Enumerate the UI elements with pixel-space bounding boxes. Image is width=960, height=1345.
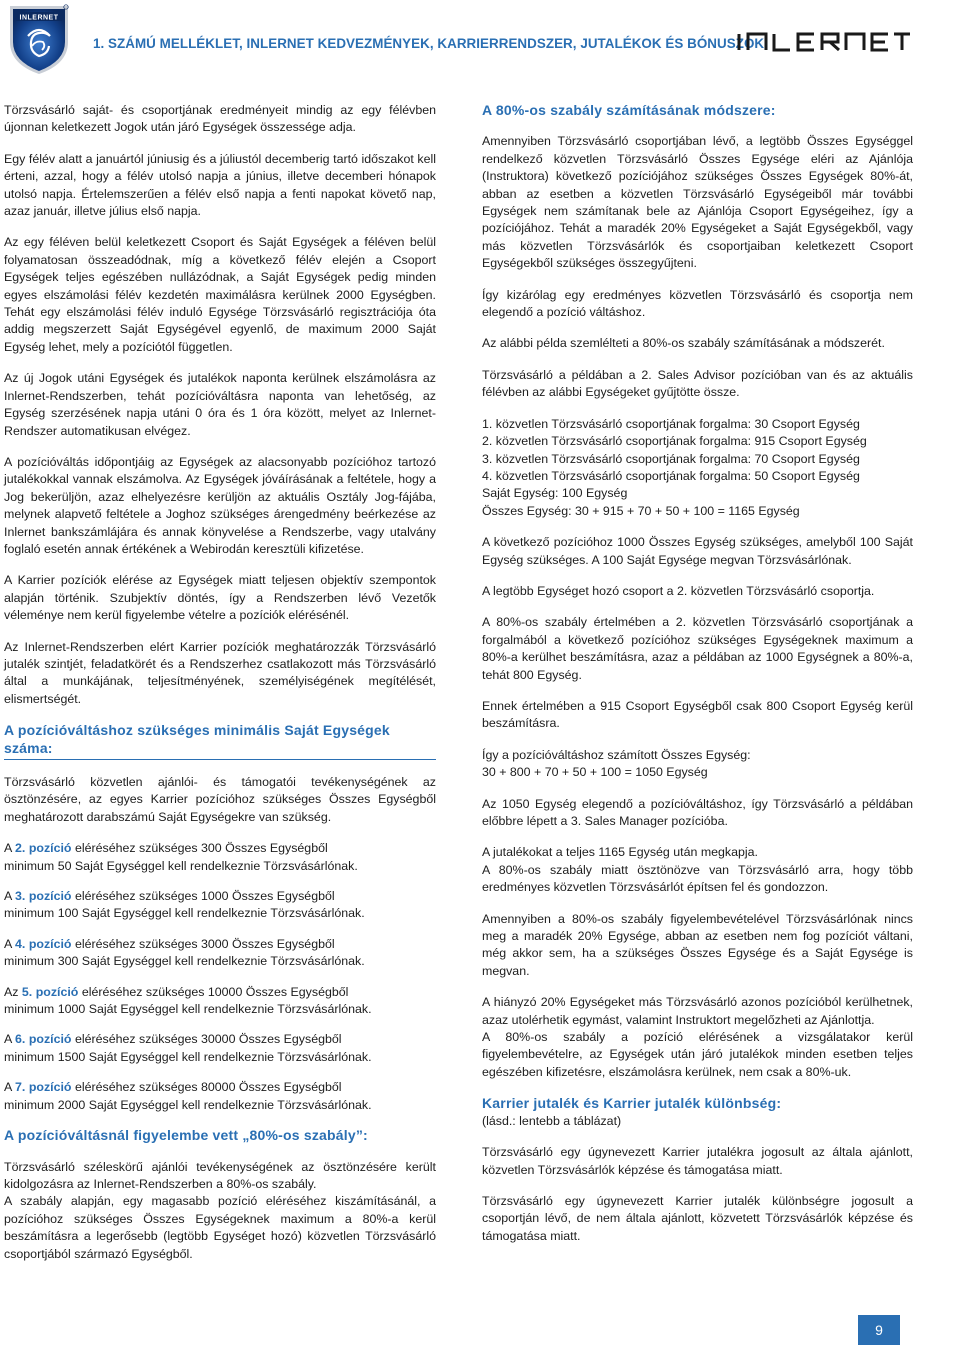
paragraph: Így a pozícióváltáshoz számított Összes Egység: 30 + 800 + 70 + 50 + 100 = 1050 Egység [482, 747, 751, 780]
paragraph: Törzsvásárló egy úgynevezett Karrier jutalékra jogosult az általa ajánlott, közvetlen Törzsvásárlók képzése és támogatása miatt. [482, 1145, 913, 1177]
paragraph: Amennyiben Törzsvásárló csoportjában lévő, a legtöbb Összes Egységgel rendelkező közvetlen Törzsvásárló Összes Egysége eléri az Ajánlója (Instruktora) következő pozíciójához szükséges Összes Egységek 80%-át, abban az esetben a közvetlen Törzsvásárló Egységeiből már további Egységek nem számítanak bele az Ajánlója Csoport Egységeihez, így a pozíciójához. Tehát a maradék 20% Egységeket a Saját Egységekből, vagy más közvetlen Törzsvásárlók és csoportjaiban keletkezett Csoport Egységekből szükséges összegyűjteni. [482, 134, 913, 271]
paragraph: Az új Jogok utáni Egységek és jutalékok naponta kerülnek elszámolásra az Inlernet-Rendszerben, tehát pozícióváltásra naponta van lehetőség, az Egység szerzésének napja utáni 0 óra és 1 óra között, melyet az Inlernet-Rendszer automatikusan elvégez. [4, 371, 436, 438]
page-number: 9 [858, 1315, 900, 1345]
position-number: 5. [21, 984, 33, 999]
position-requirement: Az 5. pozíció eléréséhez szükséges 10000 Összes Egységből minimum 1000 Saját Egységgel kell rendelkeznie Törzsvásárlónak. [4, 984, 372, 1017]
left-column [4, 102, 436, 1277]
paragraph: Az egy féléven belül keletkezett Csoport és Saját Egységek a féléven belül folyamatosan összeadódnak, míg a következő félév elején a Csoport Egységek teljes egészében nullázódnak, a Saját Egységek pedig minden egyes elszámolási félév kezdetén maximálásra kerülnek 2000 Egységben. Tehát egy elszámolási félév induló Egysége Törzsvásárló regisztrációja óta addig megszerzett Saját Egységével egyenlő, de maximum 2000 Saját Egység lehet, mely a pozíciótól független. [4, 235, 436, 354]
paragraph: A 80%-os szabály miatt ösztönözve van Törzsvásárló arra, hogy több eredményes közvetlen Törzsvásárlót építsen fel és gondozzon. [482, 862, 913, 895]
paragraph: A jutalékokat a teljes 1165 Egység után megkapja. [482, 845, 758, 860]
paragraph: Törzsvásárló széleskörű ajánlói tevékenységének az ösztönzésére került kidolgozásra az Inlernet-Rendszerben a 80%-os szabály. [4, 1159, 436, 1191]
page-header [0, 0, 960, 82]
section-heading-min-units: A pozícióváltáshoz szükséges minimális Saját Egységek száma: [4, 722, 436, 760]
paragraph: Egy félév alatt a januártól júniusig és a júliustól decemberig tartó időszakot kell érteni, azzal, hogy a félév utolsó napja a június, illetve decemberi hónapok utolsó napja. Értelemszerűen a félév első napja a fenti napokat követő nap, azaz január, illetve július első napja. [4, 151, 436, 219]
position-number: 3. [15, 889, 26, 904]
paragraph: Törzsvásárló saját- és csoportjának eredményeit mindig az egy félévben újonnan keletkezett Jogok után járó Egységek összessége adja. [4, 103, 436, 135]
list-item: 3. közvetlen Törzsvásárló csoportjának forgalma: 70 Csoport Egység [482, 451, 860, 466]
list-item: Saját Egység: 100 Egység [482, 486, 628, 501]
position-requirement: A 3. pozíció eléréséhez szükséges 1000 Összes Egységből minimum 100 Saját Egységgel kell rendelkeznie Törzsvásárlónak. [4, 889, 365, 921]
list-item: 2. közvetlen Törzsvásárló csoportjának forgalma: 915 Csoport Egység [482, 434, 867, 449]
paragraph: A 80%-os szabály a pozíció elérésének a vizsgálatakor kerül figyelembevételre, az Egységek után járó jutalékok minden esetben teljes egészében kifizetésre, elszámolásra kerülnek, nem csak a 80%-uk. [482, 1030, 913, 1079]
position-number: 2. [15, 841, 26, 856]
paragraph: A Karrier pozíciók elérése az Egységek miatt teljesen objektív szempontok alapján történik. Szubjektív döntés, így a Rendszerben lévő Vezetők véleménye nem kerül figyelembe vételre a pozíciók elérésénél. [4, 573, 436, 623]
list-item: 4. közvetlen Törzsvásárló csoportjának forgalma: 50 Csoport Egység [482, 468, 860, 483]
paragraph: A pozícióváltás időpontjáig az Egységek az alacsonyabb pozícióhoz tartozó jutalékokkal vannak elszámolva. Az Egységek jóváírásának a feltétele, hogy a Jog bekerüljön, azaz elhelyezésre kerüljön az aktuális Osztály Jog-fájába, melynek alapvető feltétele a Joghoz szükséges árengedmény beérkezése az Inlernet bankszámlájára és annak könyvelése a Rendszerbe, vagy utalvány foglaló esetén annak értékének a Webirodán keresztüli kifizetése. [4, 454, 436, 556]
paragraph: Törzsvásárló közvetlen ajánlói- és támogatói tevékenységének az ösztönzésére, az egyes Karrier pozícióhoz szükséges Összes Egységből meghatározott darabszámú Saját Egységekre van szükség. [4, 775, 436, 824]
paragraph: Ennek értelmében a 915 Csoport Egységből csak 800 Csoport Egység kerül beszámításra. [482, 698, 913, 731]
paragraph: Az alábbi példa szemlélteti a 80%-os szabály számításának a módszerét. [482, 336, 885, 351]
list-item: 1. közvetlen Törzsvásárló csoportjának forgalma: 30 Csoport Egység [482, 416, 860, 431]
list-item: Összes Egység: 30 + 915 + 70 + 50 + 100 = 1165 Egység [482, 503, 800, 518]
paragraph: Az 1050 Egység elegendő a pozícióváltáshoz, így Törzsvásárló a példában előbbre lépett a 3. Sales Manager pozícióba. [482, 796, 913, 828]
paragraph: Amennyiben a 80%-os szabály figyelembevételével Törzsvásárlónak nincs meg a maradék 20% Egysége, abban az esetben nem fog pozíciót váltani, még akkor sem, ha a szükséges Összes Egysége és a Saját Egysége is megvan. [482, 911, 913, 978]
paragraph: A legtöbb Egységet hozó csoport a 2. közvetlen Törzsvásárló csoportja. [482, 583, 875, 598]
paragraph: A következő pozícióhoz 1000 Összes Egység szükséges, amelyből 100 Saját Egység szükséges. A 100 Saját Egysége megvan Törzsvásárlónak. [482, 535, 913, 567]
position-requirement: A 7. pozíció eléréséhez szükséges 80000 Összes Egységből minimum 2000 Saját Egységgel kell rendelkeznie Törzsvásárlónak. [4, 1080, 372, 1112]
position-number: 7. [15, 1080, 26, 1095]
position-number: 6. [15, 1032, 26, 1047]
paragraph: Így kizárólag egy eredményes közvetlen Törzsvásárló és csoportja nem elegendő a pozíció váltáshoz. [482, 287, 913, 320]
right-column [482, 102, 913, 1259]
paragraph: A szabály alapján, egy magasabb pozíció eléréséhez kiszámításánál, a pozícióhoz szükséges Összes Egységeknek maximum a 80%-a kerül beszámításra a legerősebb (legtöbb Egységet hozó) közvetlen Törzsvásárló csoportjából származó Egységből. [4, 1194, 436, 1261]
header-title: 1. SZÁMÚ MELLÉKLET, INLERNET KEDVEZMÉNYEK, KARRIERRENDSZER, JUTALÉKOK ÉS BÓNUSZOK [93, 36, 765, 51]
paragraph: Az Inlernet-Rendszerben elért Karrier pozíciók meghatározzák Törzsvásárló jutalék szintjét, feladatkörét és a Rendszerhez csatlakozott más Törzsvásárló által a munkájának, teljesítményének, személyiségének megítélését, elismertségét. [4, 639, 436, 706]
position-requirement: A 4. pozíció eléréséhez szükséges 3000 Összes Egységből minimum 300 Saját Egységgel kell rendelkeznie Törzsvásárlónak. [4, 936, 365, 969]
position-requirement: A 2. pozíció eléréséhez szükséges 300 Összes Egységből minimum 50 Saját Egységgel kell rendelkeznie Törzsvásárlónak. [4, 841, 358, 873]
inlernet-wordmark-logo [736, 32, 912, 52]
paragraph: Törzsvásárló egy úgynevezett Karrier jutalék különbségre jogosult a csoportján lévő, de nem általa ajánlott, közvetett Törzsvásárlók képzése és támogatása miatt. [482, 1193, 913, 1243]
inlernet-shield-logo [6, 2, 72, 76]
position-requirement: A 6. pozíció eléréséhez szükséges 30000 Összes Egységből minimum 1500 Saját Egységgel kell rendelkeznie Törzsvásárlónak. [4, 1032, 372, 1064]
section-heading-80-rule: A pozícióváltásnál figyelembe vett „80%-os szabály”: [4, 1127, 368, 1144]
paragraph: Törzsvásárló a példában a 2. Sales Advisor pozícióban van és az aktuális félévben az alábbi Egységeket gyűjtötte össze. [482, 367, 913, 400]
section-heading-career-commission: Karrier jutalék és Karrier jutalék különbség: [482, 1095, 782, 1112]
position-number: 4. [15, 936, 26, 951]
section-heading-80-method: A 80%-os szabály számításának módszere: [482, 102, 776, 118]
paragraph: A hiányzó 20% Egységeket más Törzsvásárló azonos pozícióból kerülhetnek, azaz utolérhetik egymást, valamint Instruktort megelőzheti az Ajánlottja. [482, 995, 913, 1027]
example-list [482, 416, 913, 520]
paragraph: A 80%-os szabály értelmében a 2. közvetlen Törzsvásárló csoportjának a forgalmából a következő pozícióhoz szükséges Egységeknek maximum a 80%-a kerülhet beszámításra, azaz a példában az 1000 Egységnek a 80%-a, tehát 800 Egység. [482, 615, 913, 682]
paragraph: (lásd.: lentebb a táblázat) [482, 1113, 622, 1128]
svg-text:INLERNET: INLERNET [19, 14, 59, 22]
